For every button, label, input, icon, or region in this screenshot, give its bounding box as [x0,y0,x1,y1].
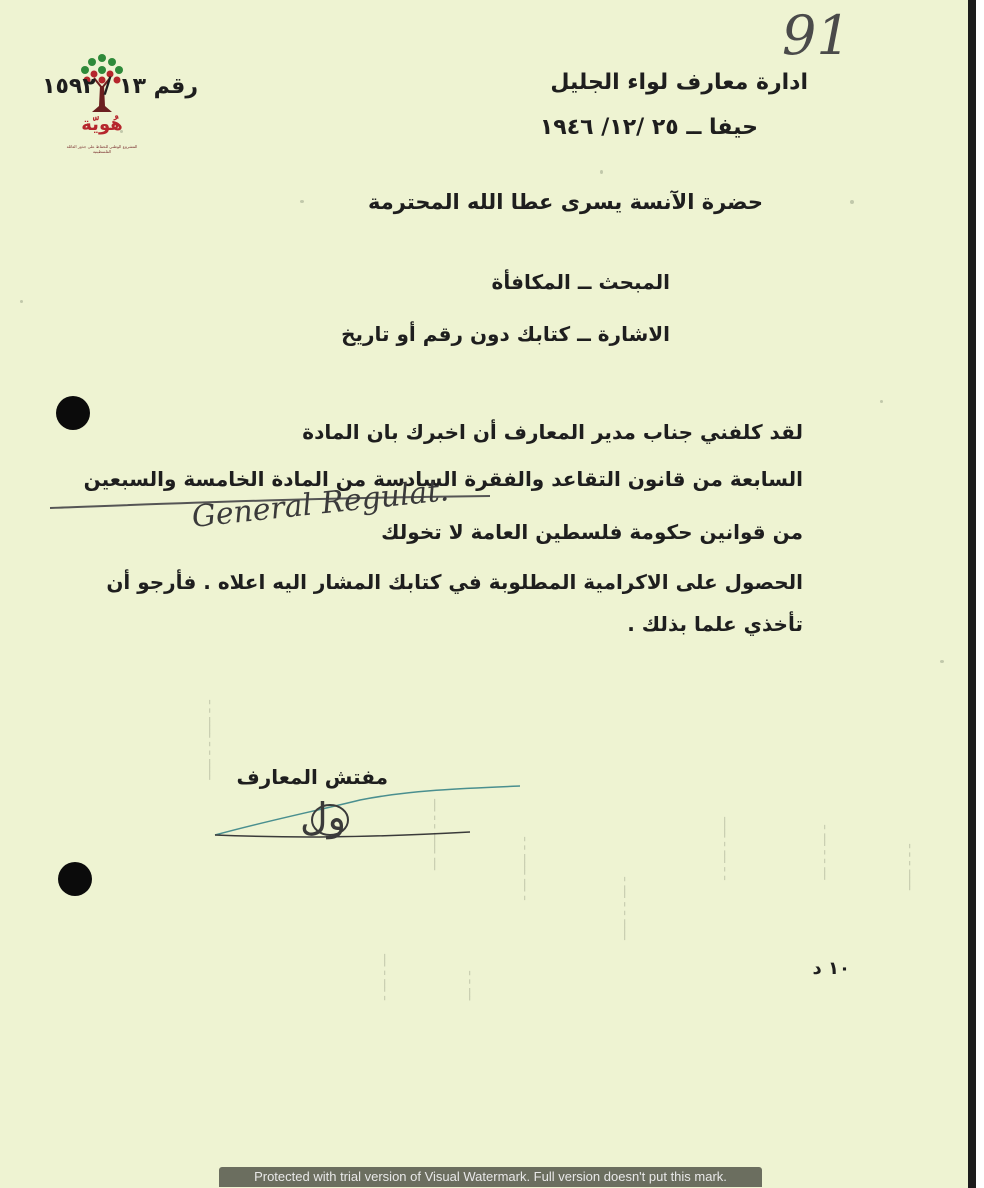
reference-line: الاشارة ــ كتابك دون رقم أو تاريخ [341,322,670,346]
footer-code: ١٠ د [812,958,850,979]
paper-speck [940,660,944,663]
bleed-through-text: ـــ ـــــ ـ ـ ـــ [430,798,446,870]
punch-hole [58,862,92,896]
body-line: تأخذي علما بذلك . [627,612,803,636]
bleed-through-text: ـ ـ ـــ ـ ـــــ [720,817,736,880]
bleed-through-text: ـ ـــ ـ ـــ [380,953,396,1000]
folio-number: 91 [782,4,851,67]
logo-caption: المشروع الوطني للحفاظ على جذور العائلة الفلسطينية [66,144,138,154]
bleed-through-text: ـــ ـ ـ ـــ ـ [820,825,836,880]
signature-title: مفتش المعارف [236,765,388,789]
paper-speck [300,200,304,203]
punch-hole [56,396,90,430]
body-line: الحصول على الاكرامية المطلوبة في كتابك المشار اليه اعلاه . فأرجو أن [106,570,803,594]
place-date: حيفا ــ ٢٥ /١٢/ ١٩٤٦ [539,115,758,140]
bleed-through-text: ـــ ـ ـ [465,970,481,1000]
body-line: لقد كلفني جناب مدير المعارف أن اخبرك بان المادة [302,420,803,444]
bleed-through-text: ـ ـــ ـــــ ـ ـ [520,837,536,900]
handwritten-annotation: General Regulat. [190,473,451,535]
salutation: حضرة الآنسة يسرى عطا الله المحترمة [368,190,763,214]
signature-stroke [210,780,530,850]
body-line: من قوانين حكومة فلسطين العامة لا تخولك [381,520,803,544]
paper-speck [850,200,854,204]
paper-speck [880,400,883,403]
body-line: السابعة من قانون التقاعد والفقرة السادسة من المادة الخامسة والسبعين [83,467,803,491]
watermark-banner: Protected with trial version of Visual Watermark. Full version doesn't put this mark. [219,1167,762,1187]
subject-line: المبحث ــ المكافأة [491,270,670,294]
paper-speck [20,300,23,303]
bleed-through-text: ـــــ ـ ـ ـــــ ـ ـ [205,700,221,780]
signature-mark: ول [300,795,346,839]
reference-number: رقم ١٣ / ١٥٩٢ [42,74,198,99]
bleed-through-text: ـــــ ـ ـ ـ [905,843,921,890]
logo-wordmark: هُويّة [81,114,123,135]
office-line: ادارة معارف لواء الجليل [550,70,808,95]
heritage-logo [66,48,138,168]
paper-speck [600,170,603,174]
bleed-through-text: ـــــ ـ ـ ـــ ـ [620,877,636,940]
